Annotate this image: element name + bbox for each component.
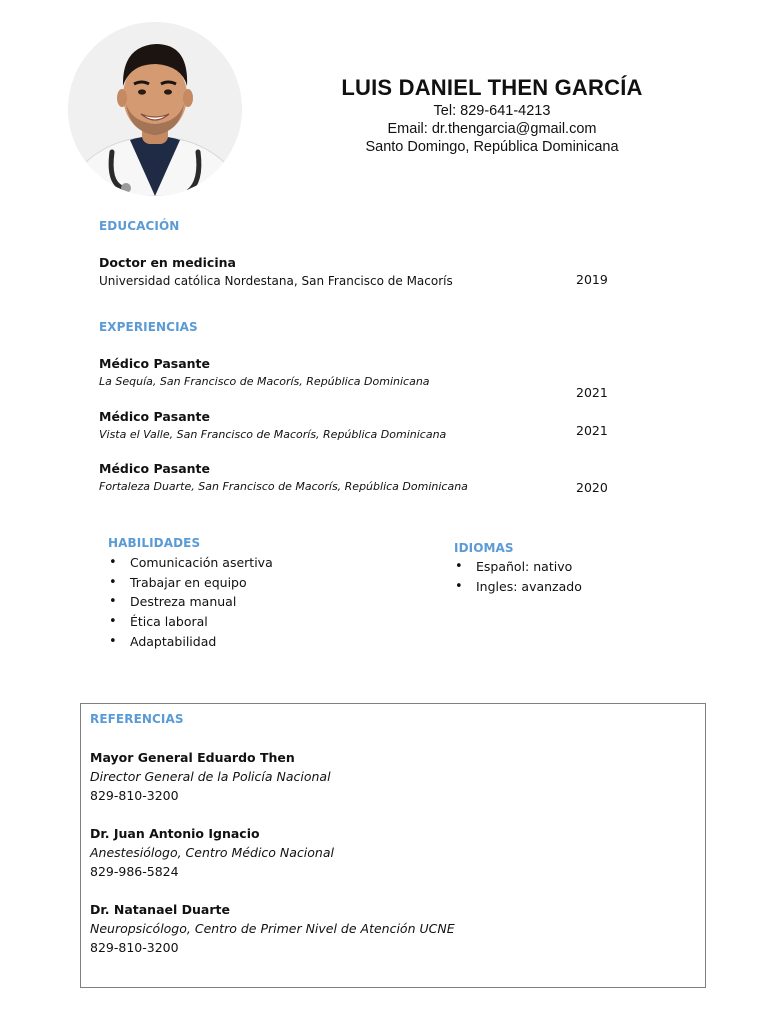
skill-item: • Adaptabilidad [108, 632, 273, 652]
phone: Tel: 829-641-4213 [433, 103, 551, 119]
skills-list [108, 553, 273, 652]
language-item: • Ingles: avanzado [454, 577, 582, 597]
full-name: LUIS DANIEL THEN GARCÍA [341, 75, 643, 100]
experience-role: Médico Pasante [99, 356, 210, 371]
education-degree: Doctor en medicina [99, 255, 236, 270]
reference-role: Neuropsicólogo, Centro de Primer Nivel de Atención UCNE [90, 921, 455, 936]
skill-item: • Trabajar en equipo [108, 573, 273, 593]
experience-year: 2021 [576, 385, 608, 400]
experience-year: 2021 [576, 423, 608, 438]
education-institution: Universidad católica Nordestana, San Francisco de Macorís [99, 274, 453, 288]
experience-place: Fortaleza Duarte, San Francisco de Macorís, República Dominicana [99, 480, 468, 493]
experience-role: Médico Pasante [99, 409, 210, 424]
reference-name: Dr. Natanael Duarte [90, 902, 230, 917]
reference-phone: 829-810-3200 [90, 940, 179, 955]
reference-phone: 829-810-3200 [90, 788, 179, 803]
experience-year: 2020 [576, 480, 608, 495]
reference-role: Anestesiólogo, Centro Médico Nacional [90, 845, 334, 860]
experience-place: Vista el Valle, San Francisco de Macorís, República Dominicana [99, 428, 447, 441]
education-title: EDUCACIÓN [99, 219, 180, 233]
header [300, 74, 684, 156]
skill-item: • Destreza manual [108, 592, 273, 612]
skill-item: • Ética laboral [108, 612, 273, 632]
languages-title: IDIOMAS [454, 541, 514, 555]
reference-entry [90, 748, 331, 805]
reference-entry [90, 824, 334, 881]
skill-item: • Comunicación asertiva [108, 553, 273, 573]
reference-name: Dr. Juan Antonio Ignacio [90, 826, 260, 841]
profile-photo [68, 22, 242, 196]
education-year: 2019 [576, 272, 608, 287]
languages-list [454, 557, 582, 596]
reference-phone: 829-986-5824 [90, 864, 179, 879]
email: Email: dr.thengarcia@gmail.com [387, 121, 597, 137]
skills-title: HABILIDADES [108, 536, 201, 550]
references-box [80, 703, 706, 988]
reference-entry [90, 900, 455, 957]
references-title: REFERENCIAS [90, 712, 184, 726]
language-item: • Español: nativo [454, 557, 582, 577]
location: Santo Domingo, República Dominicana [365, 139, 619, 155]
reference-role: Director General de la Policía Nacional [90, 769, 331, 784]
reference-name: Mayor General Eduardo Then [90, 750, 295, 765]
experience-role: Médico Pasante [99, 461, 210, 476]
experience-place: La Sequía, San Francisco de Macorís, República Dominicana [99, 375, 430, 388]
experience-title: EXPERIENCIAS [99, 320, 198, 334]
